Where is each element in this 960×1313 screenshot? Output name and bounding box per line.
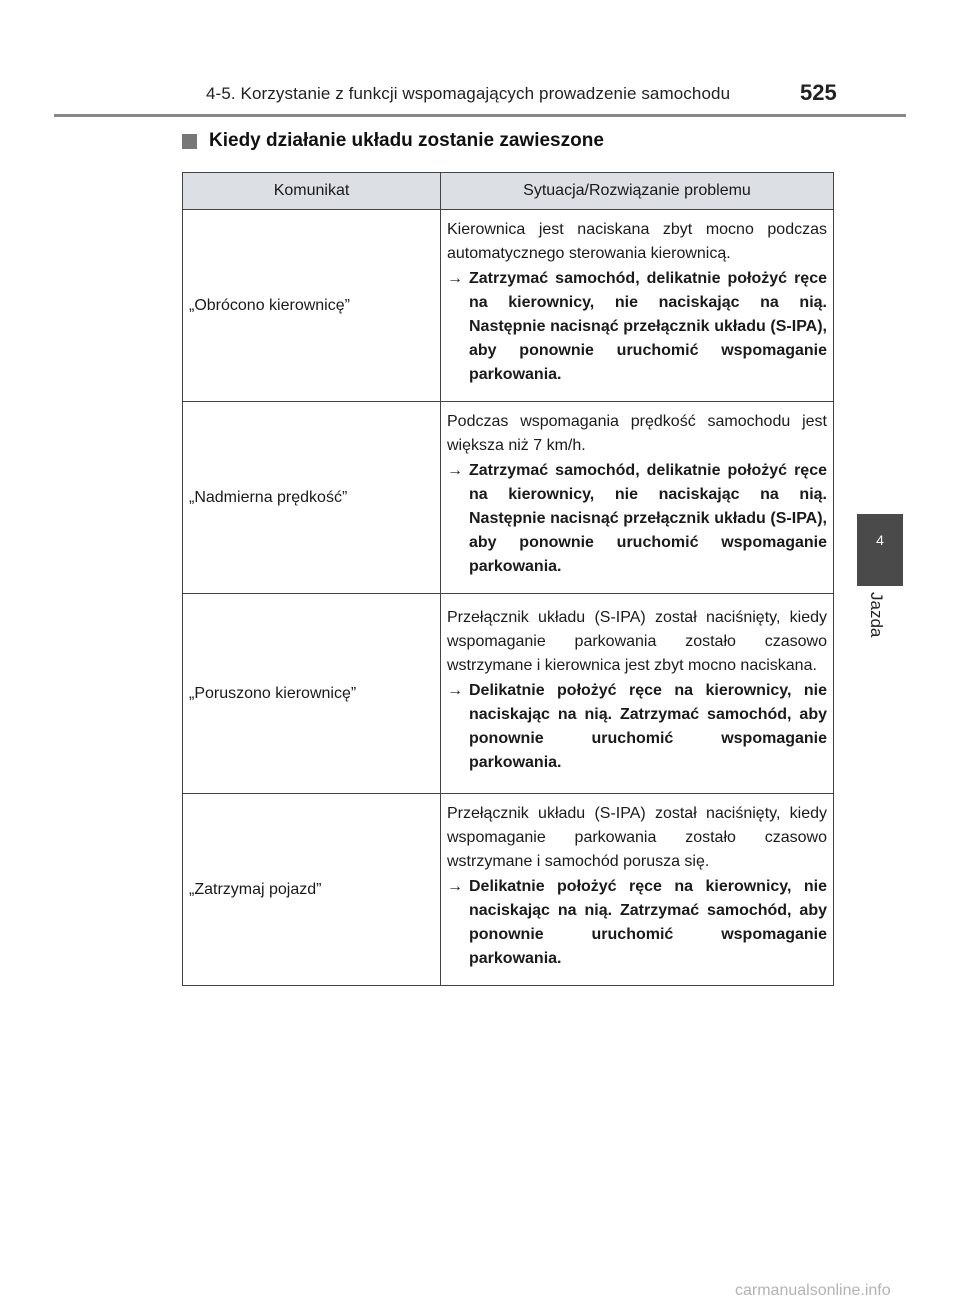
chapter-tab-number: 4 [876, 532, 884, 548]
message-cell: „Zatrzymaj pojazd” [183, 794, 441, 986]
header-divider [54, 114, 906, 117]
action-text: Delikatnie położyć ręce na kierownicy, nie naciskając na nią. Zatrzymać samochód, aby ponownie uruchomić wspomaganie parkowania. [469, 878, 827, 967]
column-header-message: Komunikat [183, 173, 441, 210]
chapter-tab [857, 514, 903, 586]
situation-cell [441, 402, 834, 594]
situation-text: Kierownica jest naciskana zbyt mocno podczas automatycznego sterowania kierownicą. [447, 221, 827, 262]
message-cell: „Poruszono kierownicę” [183, 594, 441, 794]
message-cell: „Obrócono kierownicę” [183, 210, 441, 402]
action-text: Delikatnie położyć ręce na kierownicy, nie naciskając na nią. Zatrzymać samochód, aby ponownie uruchomić wspomaganie parkowania. [469, 682, 827, 771]
action-item [447, 679, 827, 775]
table-header-row [183, 173, 834, 210]
arrow-right-icon: → [447, 462, 463, 479]
situation-text: Przełącznik układu (S-IPA) został naciśnięty, kiedy wspomaganie parkowania zostało czasowo wstrzymane i kierownica jest zbyt mocno naciskana. [447, 609, 827, 674]
section-title: Kiedy działanie układu zostanie zawieszone [209, 130, 604, 151]
column-header-situation: Sytuacja/Rozwiązanie problemu [441, 173, 834, 210]
table-row [183, 594, 834, 794]
situation-cell [441, 794, 834, 986]
arrow-right-icon: → [447, 682, 463, 699]
watermark: carmanualsonline.info [735, 1282, 891, 1299]
action-text: Zatrzymać samochód, delikatnie położyć ręce na kierownicy, nie naciskając na nią. Następnie nacisnąć przełącznik układu (S-IPA), aby ponownie uruchomić wspomaganie parkowania. [469, 270, 827, 383]
table-row [183, 402, 834, 594]
page-number: 525 [800, 80, 837, 105]
situation-text: Podczas wspomagania prędkość samochodu jest większa niż 7 km/h. [447, 413, 827, 454]
action-item [447, 459, 827, 579]
situation-text: Przełącznik układu (S-IPA) został naciśnięty, kiedy wspomaganie parkowania zostało czasowo wstrzymane i samochód porusza się. [447, 805, 827, 870]
table-row [183, 794, 834, 986]
arrow-right-icon: → [447, 878, 463, 895]
situation-cell [441, 210, 834, 402]
chapter-header: 4-5. Korzystanie z funkcji wspomagających prowadzenie samochodu [206, 84, 731, 103]
section-heading [182, 130, 604, 152]
situation-cell [441, 594, 834, 794]
message-cell: „Nadmierna prędkość” [183, 402, 441, 594]
arrow-right-icon: → [447, 270, 463, 287]
chapter-tab-label: Jazda [867, 592, 886, 638]
square-bullet-icon [182, 134, 197, 149]
table-row [183, 210, 834, 402]
messages-table [182, 172, 834, 986]
action-text: Zatrzymać samochód, delikatnie położyć ręce na kierownicy, nie naciskając na nią. Następnie nacisnąć przełącznik układu (S-IPA), aby ponownie uruchomić wspomaganie parkowania. [469, 462, 827, 575]
action-item [447, 267, 827, 387]
action-item [447, 875, 827, 971]
